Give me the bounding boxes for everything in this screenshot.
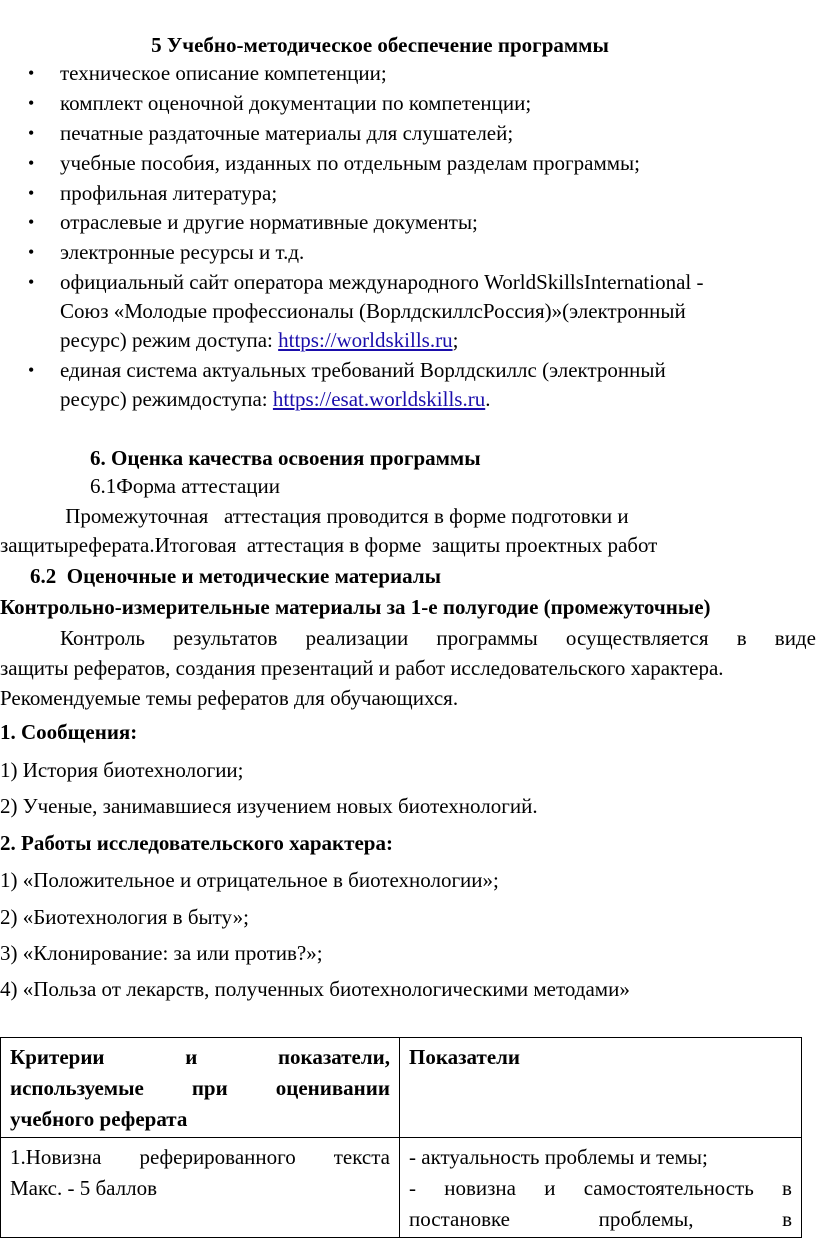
word: текста: [333, 1145, 390, 1169]
list-item-text: учебные пособия, изданных по отдельным разделам программы;: [60, 151, 640, 175]
word: в: [736, 626, 747, 650]
bullet-glyph: •: [28, 360, 35, 380]
word: 1.Новизна: [10, 1145, 102, 1169]
list-item: 1) «Положительное и отрицательное в биотехнологии»;: [0, 868, 499, 892]
subsection-6-1: [90, 472, 280, 501]
list-item-text: отраслевые и другие нормативные документы;: [60, 210, 478, 234]
table-cell: [400, 1138, 802, 1238]
table-row: [1, 1138, 802, 1238]
list-item-text: электронные ресурсы и т.д.: [60, 240, 305, 264]
list-item-text: профильная литература;: [60, 181, 278, 205]
list-item-text: комплект оценочной документации по компетенции;: [60, 91, 532, 115]
word: результатов: [173, 626, 278, 650]
bullet-glyph: •: [28, 212, 35, 232]
list-item-text: печатные раздаточные материалы для слушателей;: [60, 121, 514, 145]
messages-heading: 1. Сообщения:: [0, 720, 138, 744]
table-cell: [1, 1138, 400, 1238]
punctuation: ;: [452, 328, 459, 352]
word: Критерии: [10, 1045, 105, 1069]
list-item-text: ресурс) режимдоступа:: [60, 387, 273, 411]
table-header-row: [1, 1038, 802, 1138]
subsection-6-2-heading: 6.2 Оценочные и методические материалы: [30, 564, 442, 588]
esat-worldskills-link[interactable]: https://esat.worldskills.ru: [272, 387, 486, 411]
word: виде: [774, 626, 816, 650]
word: проблемы,: [598, 1207, 694, 1231]
cell-line: [10, 1142, 390, 1173]
list-item-text: [60, 326, 805, 355]
worldskills-link[interactable]: https://worldskills.ru: [278, 328, 453, 352]
list-item-text: единая система актуальных требований Ворлдскиллс (электронный: [60, 358, 666, 382]
list-item-text: официальный сайт оператора международного WorldSkillsInternational -: [60, 270, 704, 294]
bullet-glyph: •: [28, 63, 35, 83]
list-item-text: техническое описание компетенции;: [60, 61, 387, 85]
criteria-table: [0, 1037, 802, 1238]
word: при: [191, 1076, 228, 1100]
bullet-glyph: •: [28, 242, 35, 262]
word: в: [782, 1207, 792, 1231]
punctuation: .: [485, 387, 491, 411]
bullet-glyph: •: [28, 153, 35, 173]
word: программы: [436, 626, 538, 650]
cell-line: [10, 1073, 390, 1104]
word: и: [185, 1045, 198, 1069]
list-item-text: ресурс) режим доступа:: [60, 328, 279, 352]
word: новизна: [444, 1176, 516, 1200]
list-item-text: [60, 385, 805, 414]
section-6-heading: 6. Оценка качества освоения программы: [90, 446, 481, 470]
list-item: 2) «Биотехнология в быту»;: [0, 905, 249, 929]
word: в: [782, 1176, 792, 1200]
paragraph-line: Рекомендуемые темы рефератов для обучающихся.: [0, 686, 459, 710]
cell-line: [409, 1204, 792, 1235]
cell-line: Показатели: [409, 1045, 521, 1069]
word: реализации: [305, 626, 409, 650]
paragraph-line-justified: [60, 624, 816, 653]
section-5-heading: 5 Учебно-методическое обеспечение программы: [151, 33, 609, 57]
list-item: 1) История биотехнологии;: [0, 758, 244, 782]
table-header-cell: [1, 1038, 400, 1138]
kim-heading: Контрольно-измерительные материалы за 1-е полугодие (промежуточные): [0, 595, 711, 619]
bullet-glyph: •: [28, 93, 35, 113]
bullet-glyph: •: [28, 123, 35, 143]
cell-line: [409, 1173, 792, 1204]
word: самостоятельность: [583, 1176, 754, 1200]
bullet-glyph: •: [28, 183, 35, 203]
subsection-title: Форма аттестации: [116, 474, 281, 498]
list-item: 2) Ученые, занимавшиеся изучением новых биотехнологий.: [0, 794, 538, 818]
word: и: [544, 1176, 556, 1200]
paragraph-line: защиты рефератов, создания презентаций и работ исследовательского характера.: [0, 656, 724, 680]
paragraph-line: защитыреферата.Итоговая аттестация в форме защиты проектных работ: [0, 533, 658, 557]
list-item: 3) «Клонирование: за или против?»;: [0, 941, 323, 965]
cell-line: Макс. - 5 баллов: [10, 1176, 158, 1200]
list-item-text: Союз «Молодые профессионалы (ВорлдскиллсРоссия)»(электронный: [60, 299, 686, 323]
word: осуществляется: [565, 626, 709, 650]
word: -: [409, 1176, 416, 1200]
word: показатели,: [277, 1045, 390, 1069]
bullet-glyph: •: [28, 272, 35, 292]
table-header-cell: [400, 1038, 802, 1138]
cell-line: - актуальность проблемы и темы;: [409, 1145, 708, 1169]
word: реферированного: [139, 1145, 296, 1169]
cell-line: учебного реферата: [10, 1107, 188, 1131]
subsection-number: 6.1: [90, 474, 117, 498]
word: используемые: [10, 1076, 144, 1100]
cell-line: [10, 1042, 390, 1073]
research-heading: 2. Работы исследовательского характера:: [0, 831, 393, 855]
word: оценивании: [275, 1076, 390, 1100]
word: Контроль: [60, 626, 145, 650]
paragraph-line: Промежуточная аттестация проводится в форме подготовки и: [60, 504, 629, 528]
word: постановке: [409, 1207, 510, 1231]
list-item: 4) «Польза от лекарств, полученных биотехнологическими методами»: [0, 977, 630, 1001]
